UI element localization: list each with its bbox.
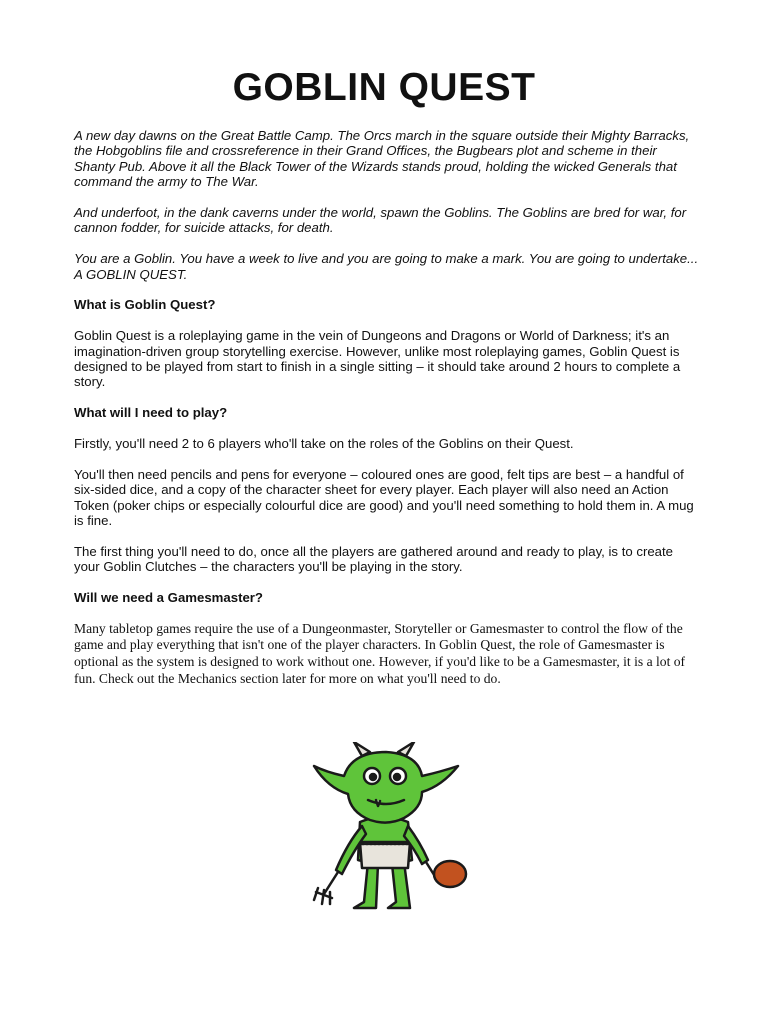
document-body (74, 128, 700, 687)
section-heading-what-is: What is Goblin Quest? (74, 297, 216, 313)
section-what-need-paragraph-3: The first thing you'll need to do, once all the players are gathered around and ready to play, is to create your Goblin Clutches – the characters you'll be playing in the story. (74, 543, 674, 575)
section-heading-gamesmaster: Will we need a Gamesmaster? (74, 590, 263, 606)
intro-paragraph-3: You are a Goblin. You have a week to live and you are going to make a mark. You are going to undertake... A GOBLIN QUEST. (74, 251, 699, 282)
section-gamesmaster-paragraph-1: Many tabletop games require the use of a Dungeonmaster, Storyteller or Gamesmaster to control the flow of the game and play everything that isn't one of the player characters. In Goblin Quest, the role of Gamesmaster is optional as the system is designed to work without one. However, if you'd like to be a Gamesmaster, it is a lot of fun. Check out the Mechanics section later for more on what you'll need to do. (74, 620, 686, 686)
section-what-need-paragraph-1: Firstly, you'll need 2 to 6 players who'll take on the roles of the Goblins on their Quest. (74, 436, 574, 452)
section-heading-what-need: What will I need to play? (74, 405, 228, 421)
section-what-is-paragraph-1: Goblin Quest is a roleplaying game in the vein of Dungeons and Dragons or World of Darkness; it's an imagination-driven group storytelling exercise. However, unlike most roleplaying games, Goblin Quest is designed to be played from start to finish in a single sitting – it should take around 2 hours to complete a story. (74, 328, 681, 390)
page-title: GOBLIN QUEST (232, 66, 536, 109)
goblin-illustration-icon (296, 742, 476, 917)
intro-paragraph-1: A new day dawns on the Great Battle Camp. The Orcs march in the square outside their Mighty Barracks, the Hobgoblins file and crossreference in their Grand Offices, the Bugbears plot and scheme in their Shanty Pub. Above it all the Black Tower of the Wizards stands proud, holding the wicked Generals that command the army to The War. (74, 128, 690, 190)
intro-paragraph-2: And underfoot, in the dank caverns under the world, spawn the Goblins. The Goblins are bred for war, for cannon fodder, for suicide attacks, for death. (74, 205, 687, 236)
section-what-need-paragraph-2: You'll then need pencils and pens for everyone – coloured ones are good, felt tips are best – a handful of six-sided dice, and a copy of the character sheet for every player. Each player will also need an Action Token (poker chips or especially colourful dice are good) and you'll need something to hold them in. A mug is fine. (74, 466, 694, 529)
